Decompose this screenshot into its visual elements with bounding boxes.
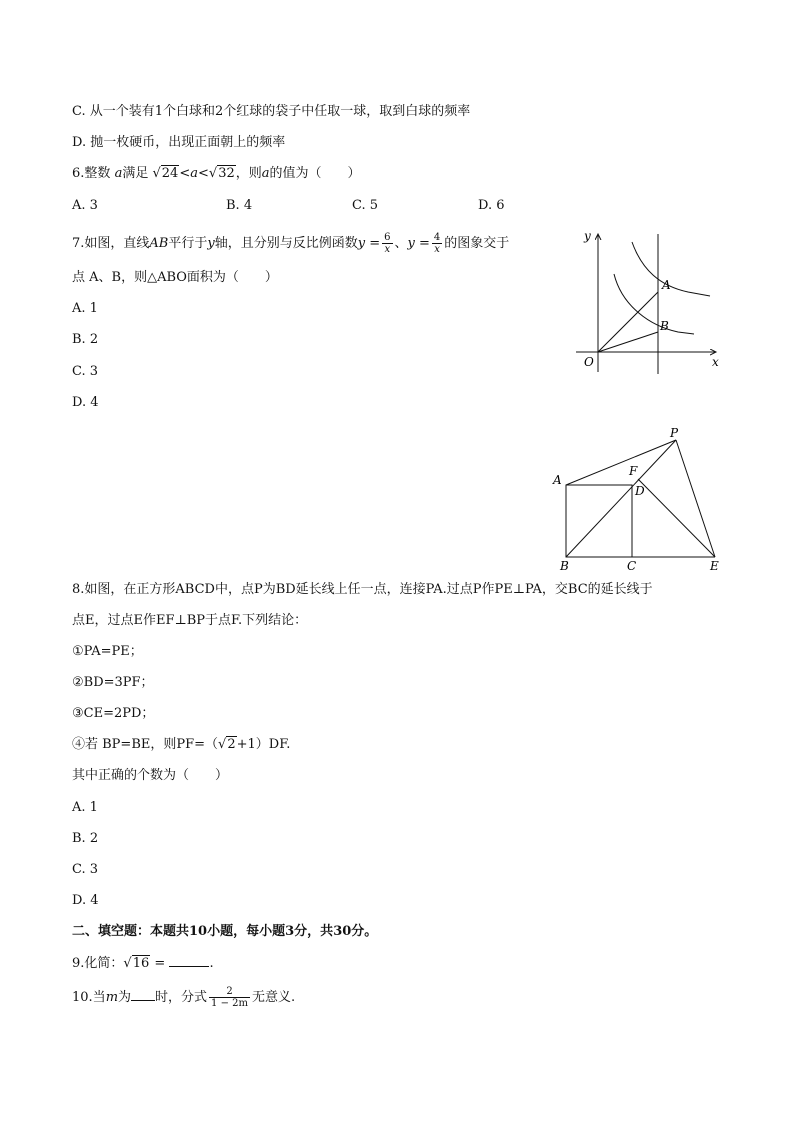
q8-label-a: A (553, 473, 562, 487)
q7-segment-oa (598, 292, 658, 352)
q7-option-c: C. 3 (72, 364, 99, 379)
q8-segment-ef (638, 479, 715, 557)
q10-stem: 10.当m为 时，分式 $\frac{2}{1 - 2m}$ 无意义. (72, 986, 296, 1009)
q8-figure (550, 424, 730, 574)
q7-label-o: O (584, 355, 594, 369)
q8-segment-bp (566, 440, 676, 557)
q7-label-b: B (660, 319, 669, 333)
q8-stem-line2: 点E，过点E作EF⊥BP于点F.下列结论： (72, 613, 308, 628)
q7-option-a: A. 1 (72, 301, 98, 316)
q8-segment-pe (676, 440, 715, 557)
q8-conclusion-4: ④若 BP=BE，则PF=（√2+1）DF. (72, 737, 291, 752)
q8-option-b: B. 2 (72, 831, 99, 846)
section-2-heading: 二、填空题：本题共10小题，每小题3分，共30分。 (72, 924, 378, 939)
q8-conclusion-2: ②BD=3PF； (72, 675, 154, 690)
q7-figure (570, 226, 730, 376)
q8-option-a: A. 1 (72, 800, 98, 815)
q6-stem: 6.整数 a满足 √24<a<√32，则a的值为（ ） (72, 166, 361, 181)
q8-ask: 其中正确的个数为（ ） (72, 768, 229, 783)
q8-label-p: P (670, 426, 679, 440)
q7-label-a: A (662, 278, 671, 292)
q8-label-e: E (710, 559, 719, 573)
q8-label-c: C (627, 559, 637, 573)
q10-answer-blank (131, 1000, 155, 1001)
q6-option-d: D. 6 (478, 198, 505, 213)
q7-label-y: y (584, 229, 591, 243)
q7-option-b: B. 2 (72, 332, 99, 347)
q5-option-c: C. 从一个装有1个白球和2个红球的袋子中任取一球，取到白球的频率 (72, 104, 471, 119)
q7-stem: 7.如图，直线AB平行于y轴，且分别与反比例函数y = $\frac{6}{x}$ 、y = $\frac{4}{x}$ 的图象交于 (72, 232, 510, 255)
q8-stem-line1: 8.如图，在正方形ABCD中，点P为BD延长线上任一点，连接PA.过点P作PE⊥PA，交BC的延长线于 (72, 582, 653, 597)
q7-curve-y6x (632, 242, 710, 296)
q6-option-c: C. 5 (352, 198, 379, 213)
q9-answer-blank (169, 966, 209, 967)
q8-label-f: F (629, 464, 638, 478)
q8-conclusion-3: ③CE=2PD； (72, 706, 155, 721)
q6-option-b: B. 4 (226, 198, 253, 213)
q8-label-b: B (560, 559, 569, 573)
q7-curve-y4x (614, 274, 694, 334)
q7-option-d: D. 4 (72, 395, 99, 410)
q7-stem-line2: 点 A、B，则△ABO面积为（ ） (72, 270, 278, 285)
q8-conclusion-1: ①PA=PE； (72, 644, 143, 659)
q7-segment-ob (598, 332, 658, 352)
q8-segment-pa (566, 440, 676, 485)
q7-label-x: x (712, 355, 719, 369)
q8-option-d: D. 4 (72, 893, 99, 908)
q9-stem: 9.化简：√16 = . (72, 956, 214, 971)
q6-option-a: A. 3 (72, 198, 98, 213)
q5-option-d: D. 抛一枚硬币，出现正面朝上的频率 (72, 135, 286, 150)
q8-option-c: C. 3 (72, 862, 99, 877)
q8-label-d: D (635, 484, 645, 498)
